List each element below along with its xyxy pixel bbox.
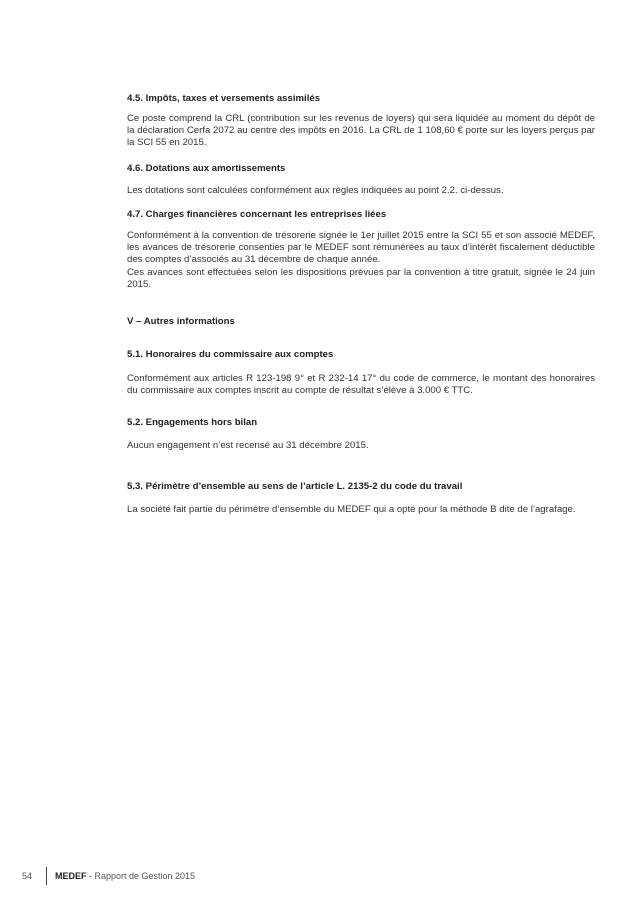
footer-title: - Rapport de Gestion 2015 (86, 871, 196, 881)
section-heading-5-1: 5.1. Honoraires du commissaire aux comptes (127, 349, 334, 360)
section-heading-4-5: 4.5. Impôts, taxes et versements assimilés (127, 93, 321, 104)
section-heading-4-7: 4.7. Charges financières concernant les entreprises liées (127, 209, 387, 220)
part-heading-autres-informations: V – Autres informations (127, 316, 235, 327)
section-heading-5-3: 5.3. Périmètre d’ensemble au sens de l’article L. 2135-2 du code du travail (127, 481, 463, 492)
section-paragraph-5-3: La société fait partie du périmètre d’ensemble du MEDEF qui a opté pour la méthode B dite de l’agrafage. (127, 504, 576, 515)
section-heading-4-6: 4.6. Dotations aux amortissements (127, 163, 286, 174)
section-paragraph-4-7-second: Ces avances sont effectuées selon les dispositions prévues par la convention à titre gratuit, signée le 24 juin 2015. (127, 267, 595, 291)
section-paragraph-4-7-first: Conformément à la convention de trésorerie signée le 1er juillet 2015 entre la SCI 55 et son associé MEDEF, les avances de trésorerie consenties par le MEDEF sont rémunérées au taux d’intérêt fiscalement déductible des comptes d’associés au 31 décembre de chaque année. (127, 230, 595, 266)
page-footer (22, 866, 195, 886)
section-paragraph-4-5: Ce poste comprend la CRL (contribution sur les revenus de loyers) qui sera liquidée au moment du dépôt de la déclaration Cerfa 2072 au centre des impôts en 2016. La CRL de 1 108,60 € porte sur les loyers perçus par la SCI 55 en 2015. (127, 113, 595, 149)
page-number: 54 (22, 871, 33, 881)
footer-divider (46, 867, 47, 885)
section-paragraph-4-6: Les dotations sont calculées conformément aux règles indiquées au point 2.2. ci-dessus. (127, 185, 504, 196)
section-paragraph-5-2: Aucun engagement n’est recensé au 31 décembre 2015. (127, 440, 369, 451)
footer-brand: MEDEF (55, 871, 87, 881)
section-heading-5-2: 5.2. Engagements hors bilan (127, 417, 258, 428)
section-paragraph-5-1: Conformément aux articles R 123-198 9° et R 232-14 17° du code de commerce, le montant des honoraires du commissaire aux comptes inscrit au compte de résultat s’élève à 3.000 € TTC. (127, 373, 595, 397)
